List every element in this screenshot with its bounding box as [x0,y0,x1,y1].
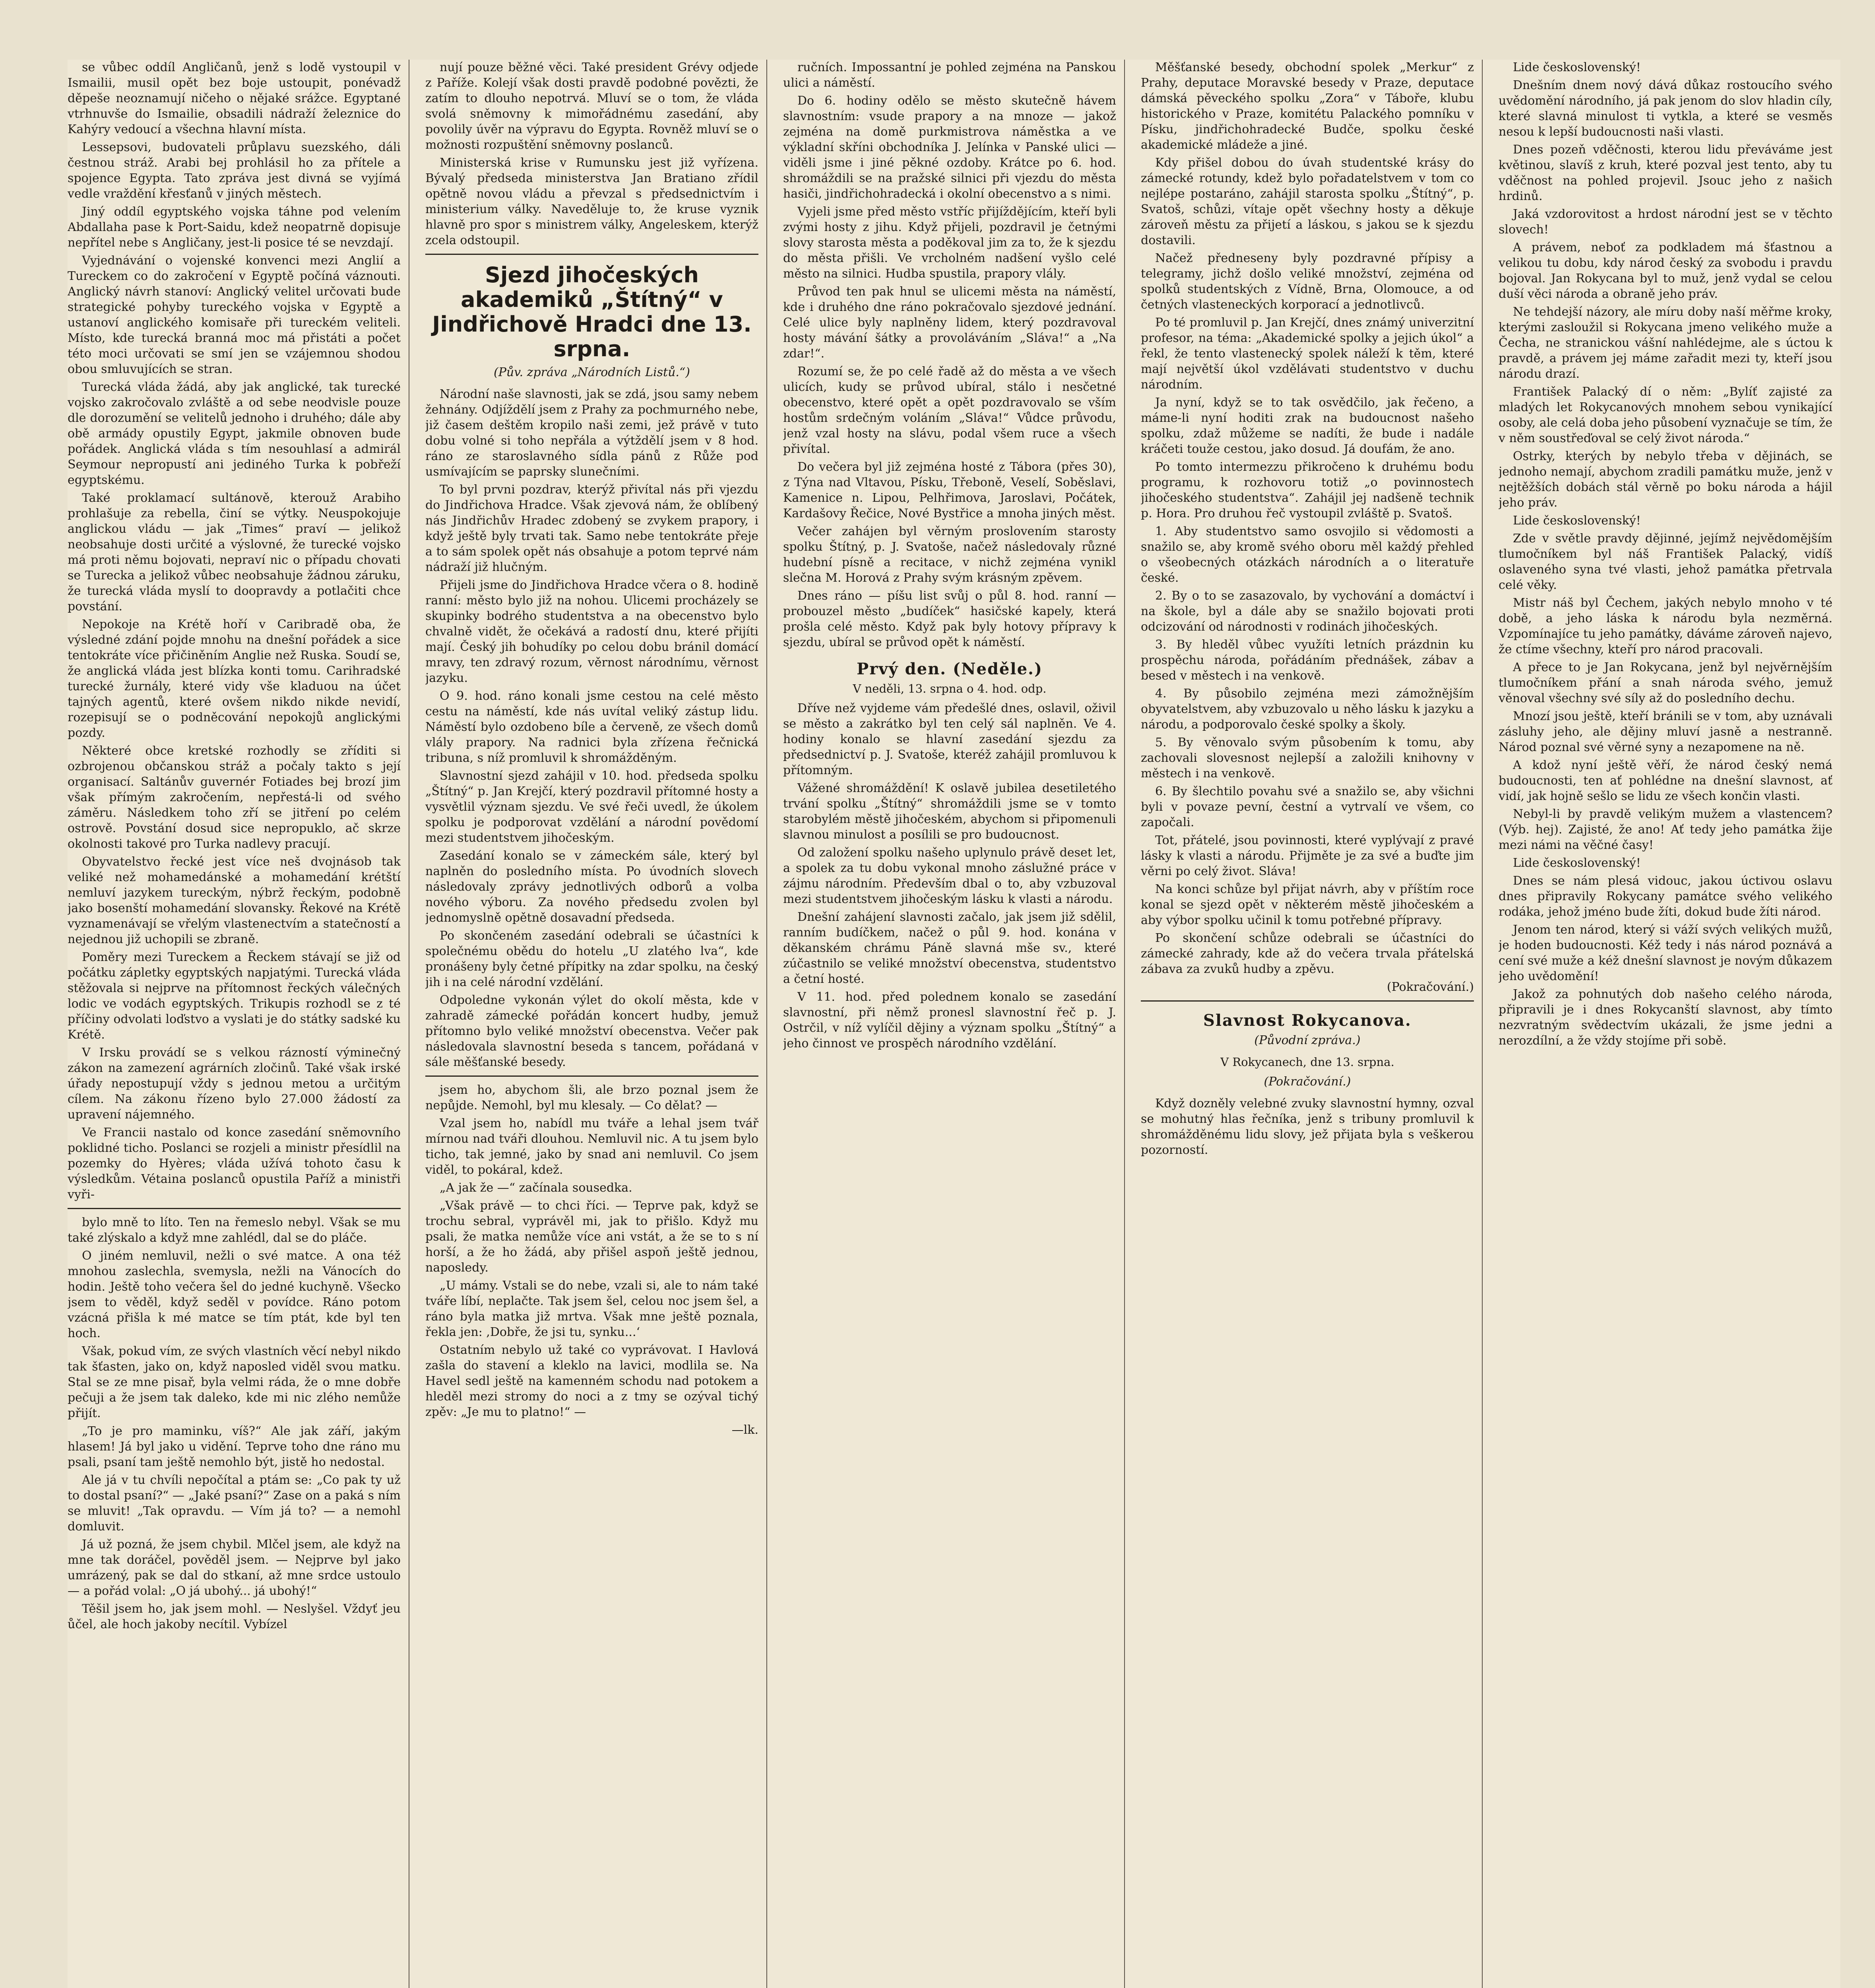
article-paragraph: Načež předneseny byly pozdravné přípisy a telegramy, jichž došlo veliké množství, zejména od spolků studentských z Vídně, Brna, Olomouce, a od četných vlasteneckých korporací a jednotlivců. [1141,251,1474,312]
article-paragraph: Do 6. hodiny odělo se město skutečně hávem slavnostním: vsude prapory a na mnoze — jakož zejména na domě purkmistrova náměstka a ve výkladní skříni obchodníka J. Jelínka v Panské ulici — viděli jsme i jiné pěkné ozdoby. Krátce po 6. hod. shromáždili se na pražské silnici při vjezdu do města hasiči, jindřichohradecká i okolní obecenstvo a s nimi. [783,94,1116,201]
article-paragraph: 4. By působilo zejména mezi zámožnějším obyvatelstvem, aby vzbuzovalo u něho lásku k jazyku a národu, a podporovalo české spolky a školy. [1141,687,1474,732]
article-paragraph: Po skončení schůze odebrali se účastníci do zámecké zahrady, kde až do večera trvala přátelská zábava za zvuků hudby a zpěvu. [1141,931,1474,976]
article-paragraph: bylo mně to líto. Ten na řemeslo nebyl. Však se mu také zlýskalo a když mne zahlédl, dal se do pláče. [68,1215,401,1245]
article-paragraph: A přece to je Jan Rokycana, jenž byl nejvěrnějším tlumočníkem přání a snah národa svého, jemuž věnoval všechny své síly až do posledního dechu. [1499,660,1832,705]
article-paragraph: O 9. hod. ráno konali jsme cestou na celé město cestu na náměstí, kde nás uvítal veliký zástup lidu. Náměstí bylo ozdobeno bíle a červeně, ze všech domů vlály prapory. Na radnici byla zřízena řečnická tribuna, s níž promluvil k shromážděným. [425,689,758,765]
article-paragraph: Lessepsovi, budovateli průplavu suezského, dáli čestnou stráž. Arabi bej prohlásil ho za přítele a spojence Egypta. Tato zpráva jest divná se vyjímá vedle vraždění křesťanů v jiných městech. [68,140,401,201]
article-paragraph: Vyjednávání o vojenské konvenci mezi Anglií a Tureckem co do zakročení v Egyptě počíná váznouti. Anglický návrh stanoví: Anglický velitel určovati bude strategické pohyby tureckého vojska v Egyptě a ustanoví anglického komisaře při tureckém veliteli. Místo, kde turecká branná moc má přistáti a počet této moci určovati se smí jen se vzájemnou shodou obou smluvujících se stran. [68,254,401,376]
article-paragraph: Vážené shromáždění! K oslavě jubilea desetiletého trvání spolku „Štítný“ shromáždili jsme se v tomto starobylém městě jihočeském, abychom si připomenuli slavnou minulost a posílili se pro budoucnost. [783,781,1116,842]
article-paragraph: Rozumí se, že po celé řadě až do města a ve všech ulicích, kudy se průvod ubíral, stálo i nesčetné obecenstvo, které opět a opět pozdravovalo se vším hostům srdečným voláním „Sláva!“ Vůdce průvodu, jenž vzal hosty na slávu, podal všem ruce a všech přivítal. [783,365,1116,456]
article-paragraph: Zde v světle pravdy dějinné, jejímž nejvědomějším tlumočníkem byl náš František Palacký, vidíš oslaveného syna tvé vlasti, jehož památka přetrvala celé věky. [1499,532,1832,592]
article-paragraph: 6. By šlechtilo povahu své a snažilo se, aby všichni byli v povaze pevní, čestní a vytrvalí ve všem, co započali. [1141,784,1474,829]
article-paragraph: Jiný oddíl egyptského vojska táhne pod velením Abdallaha pase k Port-Saidu, kdež neopatrně dopisuje nepřítel nebe s Angličany, jest-li posice té se nevzdají. [68,205,401,250]
article-paragraph: Já už pozná, že jsem chybil. Mlčel jsem, ale když na mne tak doráčel, pověděl jsem. — Nejprve byl jako umrázený, pak se dal do stkaní, až mne srdce ustoulo — a pořád volal: „O já ubohý... já ubohý!“ [68,1538,401,1598]
article-paragraph: V Irsku provádí se s velkou rázností výminečný zákon na zamezení agrárních zločinů. Také však irské úřady nepostupují vždy s jednou metou a určitým cílem. Na zákonu řízeno bylo 27.000 žádostí za upravení nájemného. [68,1046,401,1122]
article-paragraph: Zasedání konalo se v zámeckém sále, který byl naplněn do posledního místa. Po úvodních slovech následovaly zprávy jednotlivých odborů a volba nového výboru. Za nového předsedu zvolen byl jednomyslně opětně dosavadní předseda. [425,849,758,925]
article-paragraph: Do večera byl již zejména hosté z Tábora (přes 30), z Týna nad Vltavou, Písku, Třeboně, Veselí, Soběslavi, Kamenice n. Lipou, Pelhřimova, Jaroslavi, Počátek, Kardašovy Řečice, Nové Bystřice a mnoha jiných měst. [783,460,1116,520]
article-paragraph: Ne tehdejší názory, ale míru doby naší měřme kroky, kterými zasloužil si Rokycana jmeno velikého muže a Čecha, ne stranickou vášní nahlédejme, ale s úctou k pravdě, a právem jej máme zařadit mezi ty, kteří jsou národu drazí. [1499,305,1832,381]
article-paragraph: se vůbec oddíl Angličanů, jenž s lodě vystoupil v Ismailii, musil opět bez boje ustoupit, ponévadž děpeše neoznamují ničeho o nějaké srážce. Egyptané vtrhnuvše do Ismailie, obsadili nádraží železnice do Kahýry vedoucí a všechna hlavní místa. [68,60,401,136]
article-paragraph: Tot, přátelé, jsou povinnosti, které vyplývají z pravé lásky k vlasti a národu. Přijměte je za své a buďte jim věrni po celý život. Sláva! [1141,833,1474,878]
article-paragraph: Ve Francii nastalo od konce zasedání sněmovního poklidné ticho. Poslanci se rozjeli a ministr přesídlil na pozemky do Hyères; vláda užívá tohoto času k výsledkům. Vétaina poslanců opustila Paříž a ministři vyři- [68,1126,401,1202]
section-heading: Slavnost Rokycanova. [1203,1011,1412,1030]
article-paragraph: Přijeli jsme do Jindřichova Hradce včera o 8. hodině ranní: město bylo již na nohou. Ulicemi procházely se skupinky bodrého studentstva a na obecenstvo bylo chvalně vidět, že očekává a radostí dnu, které přijíti mají. Český jih bohudíky po celou dobu bránil domácí mravy, ten zdravý rozum, věrnost národnímu, věrnost jazyku. [425,578,758,685]
article-paragraph: Když dozněly velebné zvuky slavnostní hymny, ozval se mohutný hlas řečníka, jenž s tribuny promluvil k shromážděnému lidu slovy, jež přijata byla s veškerou pozorností. [1141,1097,1474,1157]
article-paragraph: Ostrky, kterých by nebylo třeba v dějinách, se jednoho nemají, abychom zradili památku muže, jenž v nejtěžších dobách stál věrně po boku národa a hájil jeho práv. [1499,449,1832,510]
article-paragraph: Turecká vláda žádá, aby jak anglické, tak turecké vojsko zakročovalo zvláště a od sebe neodvisle pouze dle dorozumění se velitelů jednoho i druhého; dále aby obě armády opustily Egypt, jakmile obnoven bude pořádek. Anglická vláda s tím nesouhlasí a admirál Seymour nepropustí ani jediného Turka k pobřeží egyptskému. [68,380,401,487]
article-subhead: (Původní zpráva.) [1254,1033,1361,1047]
article-paragraph: Od založení spolku našeho uplynulo právě deset let, a spolek za tu dobu vykonal mnoho záslužné práce v zájmu národním. Především dbal o to, aby vzbuzoval mezi studentstvem jihočeským lásku k vlasti a národu. [783,846,1116,906]
article-paragraph: Také proklamací sultánově, kterouž Arabiho prohlašuje za rebella, činí se výtky. Neuspokojuje anglickou vládu — jak „Times“ praví — jelikož neobsahuje dosti určité a výslovné, že turecké vojsko má proti němu bojovati, nepraví nic o případu chovati se Turecka a jelikož vůbec neobsahuje žádnou záruku, že turecká vláda myslí to doopravdy a potlačiti chce povstání. [68,491,401,613]
article-paragraph: 1. Aby studentstvo samo osvojilo si vědomosti a snažilo se, aby kromě svého oboru měl každý přehled o všeobecných otázkách národních a o literatuře české. [1141,524,1474,585]
article-paragraph: A právem, neboť za podkladem má šťastnou a velikou tu dobu, kdy národ český za svobodu i pravdu bojoval. Jan Rokycana byl to muž, jenž vydal se celou duší věci národa a obraně jeho práv. [1499,241,1832,301]
article-paragraph: Odpoledne vykonán výlet do okolí města, kde v zahradě zámecké pořádán koncert hudby, jemuž přítomno bylo veliké množství obecenstva. Večer pak následovala slavnostní beseda s tancem, pořádaná v sále měšťanské besedy. [425,993,758,1069]
article-paragraph: Dnešním dnem nový dává důkaz rostoucího svého uvědomění národního, já pak jenom do slov hladin cíly, které slavná minulost ti vytkla, a které se vesměs nesou k lepší budoucnosti naši vlasti. [1499,78,1832,139]
article-paragraph: Vzal jsem ho, nabídl mu tváře a lehal jsem tvář mírnou nad tváři dlouhou. Nemluvil nic. A tu jsem bylo ticho, tak jemné, jako by snad ani nemluvil. Co jsem viděl, to pokáral, kdež. [425,1116,758,1177]
article-paragraph: Ale já v tu chvíli nepočítal a ptám se: „Co pak ty už to dostal psaní?“ — „Jaké psaní?“ Zase on a paká s ním se mluvit! „Tak opravdu. — Vím já to? — a nemohl domluvit. [68,1473,401,1534]
article-paragraph: Dnešní zahájení slavnosti začalo, jak jsem již sdělil, ranním budíčkem, načež o půl 9. hod. konána v děkanském chrámu Páně slavná mše sv., které zúčastnilo se veliké množství obecenstva, studentstvo a četní hosté. [783,910,1116,986]
article-paragraph: nují pouze běžné věci. Také president Grévy odjede z Paříže. Kolejí však dosti pravdě podobné povězti, že zatím to dlouho nepotrvá. Mluví se o tom, že vláda svolá sněmovny k mimořádnému zasedání, aby povolily úvěr na výpravu do Egypta. Rovněž mluví se o možnosti rozpuštění sněmovny poslanců. [425,60,758,152]
article-paragraph: Slavnostní sjezd zahájil v 10. hod. předseda spolku „Štítný“ p. Jan Krejčí, který pozdravil přítomné hosty a vysvětlil význam sjezdu. Ve své řeči uvedl, že úkolem spolku je podporovat vzdělání a národní povědomí mezi studentstvem jihočeským. [425,769,758,845]
article-paragraph: Dnes se nám plesá vidouc, jakou úctivou oslavu dnes připravily Rokycany památce svého velikého rodáka, jehož jméno bude žíti, dokud bude žíti národ. [1499,874,1832,919]
article-paragraph: Nepokoje na Krétě hoří v Caribradě oba, že výsledné zdání pojde mnohu na dnešní pořádek a sice tentokráte více přičiněním Anglie než Ruska. Soudí se, že anglická vláda jest blízka konti tomu. Carihradské turecké žurnály, které vidy vše kladuou na účet tajných agentů, které ovšem nikdo nikde nevidí, rozepisují se o podněcování nepokojů anglickými pozdy. [68,617,401,740]
article-paragraph: Ministerská krise v Rumunsku jest již vyřízena. Bývalý předseda ministerstva Jan Bratiano zřídil opětně novou vládu a převzal s předsednictvím i ministerium války. Naveděluje to, že kruse vyznik hlavně pro spor s ministrem války, Angeleskem, kterýž zcela odstoupil. [425,156,758,247]
column-container [68,60,1840,1988]
column-3 [783,60,1125,1988]
newspaper-page [68,60,1840,1988]
article-subhead: (Pokračování.) [1264,1075,1351,1089]
article-paragraph: jsem ho, abychom šli, ale brzo poznal jsem že nepůjde. Nemohl, byl mu klesaly. — Co dělat? — [425,1083,758,1112]
article-paragraph: Dnes pozeň vděčnosti, kterou lidu převáváme jest květinou, slavíš z kruh, které pozval jest tento, aby tu vděčnost na pohled projevil. Jsouc jeho z našich hrdinů. [1499,143,1832,203]
column-1 [68,60,409,1988]
article-paragraph: Večer zahájen byl věrným proslovením starosty spolku Štítný, p. J. Svatoše, načež následovaly různé hudební písně a recitace, v nichž zejména vynikl slečna M. Horová z Prahy svým krásným zpěvem. [783,524,1116,585]
article-paragraph: To byl prvni pozdrav, kterýž přivítal nás při vjezdu do Jindřichova Hradce. Však zjevová nám, že oblíbený nás Jindřichův Hradec zdobený se zvykem prapory, i když ještě byly trvati tak. Samo nebe tentokráte přeje a to sám spolek opět nás obsahuje a potom teprvé nám nádraží již hlučným. [425,483,758,574]
article-paragraph: „To je pro maminku, víš?“ Ale jak září, jakým hlasem! Já byl jako u vidění. Teprve toho dne ráno mu psali, psaní tam ještě nemohlo být, jistě ho nedostal. [68,1424,401,1469]
article-paragraph: ručních. Impossantní je pohled zejména na Panskou ulici a náměstí. [783,60,1116,90]
article-paragraph: Poměry mezi Tureckem a Řeckem stávají se již od počátku zápletky egyptských napjatými. Turecká vláda stěžovala si nejprve na přítomnost řeckých válečných lodic ve vodách egyptských. Trikupis rozhodl se z té příčiny odvolati loďstvo a vyslati je do státky sadské ku Krétě. [68,950,401,1042]
article-paragraph: Těšil jsem ho, jak jsem mohl. — Neslyšel. Vždyť jeu ůčel, ale hoch jakoby necítil. Vybízel [68,1602,401,1631]
article-paragraph: Národní naše slavnosti, jak se zdá, jsou samy nebem žehnány. Odjíždělí jsem z Prahy za pochmurného nebe, již časem deštěm kropilo naši zemi, jež právě v tuto dobu volné si toho nepřála a výtždělí jsem v 8 hod. ráno ze staroslavného sídla pánů z Růže pod usmívajícím se paprsky slunečními. [425,387,758,479]
article-paragraph: Vyjeli jsme před město vstříc přijíždějícím, kteří byli zvými hosty z jihu. Když přijeli, pozdravil je četnými slovy starosta města a poděkoval jim za to, že k sjezdu do města přišli. Ve vrcholném nadšení vyšlo celé město na silnici. Hudba spustila, prapory vlály. [783,205,1116,281]
dateline: V Rokycanech, dne 13. srpna. [1220,1055,1394,1069]
article-subhead: (Pův. zpráva „Národních Listů.“) [493,365,690,379]
dateline: V neděli, 13. srpna o 4. hod. odp. [853,682,1047,695]
signature: —lk. [731,1423,758,1437]
article-paragraph: A kdož nyní ještě věří, že národ český nemá budoucnosti, ten ať pohlédne na dnešní slavnost, ať vidí, jak hojně sešlo se lidu ze všech končin vlasti. [1499,758,1832,803]
article-paragraph: „Však právě — to chci říci. — Teprve pak, když se trochu sebral, vyprávěl mi, jak to přišlo. Když mu psali, že matka nemůže více ani vstát, a že se to s ní horší, a že ho žádá, aby přišel aspoň ještě jednou, naposledy. [425,1199,758,1275]
article-paragraph: Lide československý! [1513,60,1641,74]
article-paragraph: 2. By o to se zasazovalo, by vychování a domáctví i na škole, byl a dále aby se snažilo bojovati proti odcizování od národnosti v rodinách jihočeských. [1141,589,1474,634]
article-paragraph: Jakož za pohnutých dob našeho celého národa, připravili je i dnes Rokycanští slavnost, aby tímto nezvratným svědectvím ukázali, že jsme jedni a nerozdílní, a že vždy stojíme při sobě. [1499,987,1832,1048]
article-paragraph: Některé obce kretské rozhodly se zříditi si ozbrojenou občanskou stráž a počaly takto s její organisací. Saltánův guvernér Fotiades bej brozí jim však přímým zakročením, nepřestá-li od svého záměru. Následkem toho zří se jitření po celém ostrově. Povstání dosud sice nepropuklo, ač skrze okolnosti takové pro Turka nadlevy pracují. [68,744,401,851]
article-paragraph: Ostatním nebylo už také co vyprávovat. I Havlová zašla do stavení a kleklo na lavici, modlila se. Na Havel sedl ještě na kamenném schodu nad potokem a hleděl mezi stromy do noci a z tmy se ozýval tichý zpěv: „Je mu to platno!“ — [425,1343,758,1419]
section-heading: Prvý den. (Neděle.) [857,660,1043,678]
article-paragraph: „U mámy. Vstali se do nebe, vzali si, ale to nám také tváře líbí, neplačte. Tak jsem šel, celou noc jsem šel, a ráno byla matka již mrtva. Však mne ještě poznala, řekla jen: ,Dobře, že jsi tu, synku...‘ [425,1279,758,1339]
article-paragraph: Lide československý! [1513,856,1641,870]
article-paragraph: 3. By hleděl vůbec využíti letních prázdnin ku prospěchu národa, pořádáním přednášek, zábav a besed v městech i na venkově. [1141,638,1474,683]
section-rule [1141,1000,1474,1002]
article-paragraph: V 11. hod. před polednem konalo se zasedání slavnostní, při němž pronesl slavnostní řeč p. J. Ostrčil, v níž vylíčil dějiny a význam spolku „Štítný“ a jeho činnost ve prospěch národního vzdělání. [783,990,1116,1050]
article-paragraph: Po tomto intermezzu přikročeno k druhému bodu programu, k rozhovoru totiž „o povinnostech jihočeského studentstva“. Zahájil jej nadšeně technik p. Hora. Pro druhou řeč vystoupil zvláště p. Svatoš. [1141,460,1474,520]
article-paragraph: Měšťanské besedy, obchodní spolek „Merkur“ z Prahy, deputace Moravské besedy v Praze, deputace dámská pěveckého spolku „Zora“ v Táboře, klubu historického v Praze, komitétu Palackého pomníku v Písku, jindřichohradecké Budče, spolku české akademické mládeže a jiné. [1141,60,1474,152]
column-5 [1499,60,1840,1988]
column-4 [1141,60,1483,1988]
article-paragraph: Mistr náš byl Čechem, jakých nebylo mnoho v té době, a jeho láska k národu byla nezměrná. Vzpomínajíce tu jeho památky, dáváme zároveň najevo, že ctíme všechny, kteří pro národ pracovali. [1499,596,1832,656]
section-rule [425,254,758,255]
article-headline: Sjezd jihočeských akademiků „Štítný“ v Jindřichově Hradci dne 13. srpna. [432,262,752,361]
article-paragraph: Nebyl-li by pravdě velikým mužem a vlastencem? (Výb. hej). Zajisté, že ano! Ať tedy jeho památka žije mezi námi na věčné časy! [1499,807,1832,852]
article-paragraph: Lide československý! [1513,514,1641,528]
article-paragraph: Dnes ráno — píšu list svůj o půl 8. hod. ranní — probouzel město „budíček“ hasičské kapely, která prošla celé město. Když pak byly hotovy přípravy k sjezdu, ubíral se průvod opět k náměstí. [783,589,1116,649]
article-paragraph: Kdy přišel dobou do úvah studentské krásy do zámecké rotundy, kdež bylo pořadatelstvem v tom co nejlépe postaráno, zahájil starosta spolku „Štítný“, p. Svatoš, schůzi, vítaje opět všechny hosty a děkuje zároveň městu za přijetí a láskou, s jakou se k sjezdu dostavili. [1141,156,1474,247]
article-paragraph: Jenom ten národ, který si váží svých velikých mužů, je hoden budoucnosti. Kéž tedy i nás národ poznává a cení své muže a kéž dnešní slavnost je novým důkazem jeho uvědomění! [1499,923,1832,983]
article-paragraph: Mnozí jsou ještě, kteří bránili se v tom, aby uznávali zásluhy jeho, ale dějiny mluví jasně a nestranně. Národ poznal své věrné syny a nezapomene na ně. [1499,709,1832,754]
article-paragraph: Průvod ten pak hnul se ulicemi města na náměstí, kde i druhého dne ráno pokračovalo sjezdové jednání. Celé ulice byly naplněny lidem, který pozdravoval hosty mávání šátky a provoláváním „Sláva!“ a „Na zdar!“. [783,285,1116,361]
article-paragraph: Po té promluvil p. Jan Krejčí, dnes známý univerzitní profesor, na téma: „Akademické spolky a jejich úkol“ a řekl, že tento vlastenecký spolek náleží k těm, které mají největší úkol vzdělávati studentstvo v duchu národním. [1141,316,1474,392]
article-paragraph: Jaká vzdorovitost a hrdost národní jest se v těchto slovech! [1499,207,1832,237]
article-paragraph: 5. By věnovalo svým působením k tomu, aby zachovali slovesnost nejlepší a založili knihovny v městech i na venkově. [1141,736,1474,780]
article-paragraph: Dříve než vyjdeme vám předešlé dnes, oslavil, oživil se město a zakrátko byl ten celý sál naplněn. Ve 4. hodiny konalo se hlavní zasedání sjezdu za předsednictví p. J. Svatoše, kteréž zahájil promluvou k přítomným. [783,701,1116,777]
article-paragraph: Ja nyní, když se to tak osvědčilo, jak řečeno, a máme-li nyní hoditi zrak na budoucnost našeho spolku, zdaž můžeme se nadíti, že bude i nadále kráčeti touže cestou, jako dosud. Já doufám, že ano. [1141,396,1474,456]
article-paragraph: František Palacký dí o něm: „Bylíť zajisté za mladých let Rokycanových mnohem sebou vynikající osoby, ale celá doba jeho působení vyznačuje se tím, že v něm soustřeďoval se celý život národa.“ [1499,385,1832,445]
article-paragraph: „A jak že —“ začínala sousedka. [440,1181,632,1195]
section-rule [425,1076,758,1077]
article-paragraph: Po skončeném zasedání odebrali se účastníci k společnému obědu do hotelu „U zlatého lva“, kde pronášeny byly četné přípitky na zdar spolku, na český jih i na celé národní vzdělání. [425,929,758,989]
article-paragraph: Však, pokud vím, ze svých vlastních věcí nebyl nikdo tak šťasten, jako on, když naposled viděl svou matku. Stal se ze mne pisař, byla velmi ráda, že o mne dobře pečuji a že jsem tak daleko, kde mi nic zlého nemůže přijít. [68,1344,401,1420]
section-rule [68,1208,401,1209]
signature: (Pokračování.) [1387,980,1474,994]
article-paragraph: Obyvatelstvo řecké jest více neš dvojnásob tak veliké než mohamedánské a mohamedání krétští nemluví jazykem tureckým, nýbrž řeckým, podobně jako bosenští mohamedání slovansky. Řekové na Krétě vyznamenávají se vřelým vlastenectvím a statečností a nejednou již uchopili se zbraně. [68,855,401,946]
article-paragraph: O jiném nemluvil, nežli o své matce. A ona též mnohou zaslechla, svemysla, nežli na Vánocích do hodin. Ještě toho večera šel do jedné kuchyně. Všecko jsem to věděl, když seděl v povídce. Ráno potom vzácná přišla k mé matce se tím ptát, kde byl ten hoch. [68,1249,401,1340]
article-paragraph: Na konci schůze byl přijat návrh, aby v příštím roce konal se sjezd opět v některém městě jihočeském a aby výbor spolku učinil k tomu potřebné přípravy. [1141,882,1474,927]
column-2 [425,60,767,1988]
